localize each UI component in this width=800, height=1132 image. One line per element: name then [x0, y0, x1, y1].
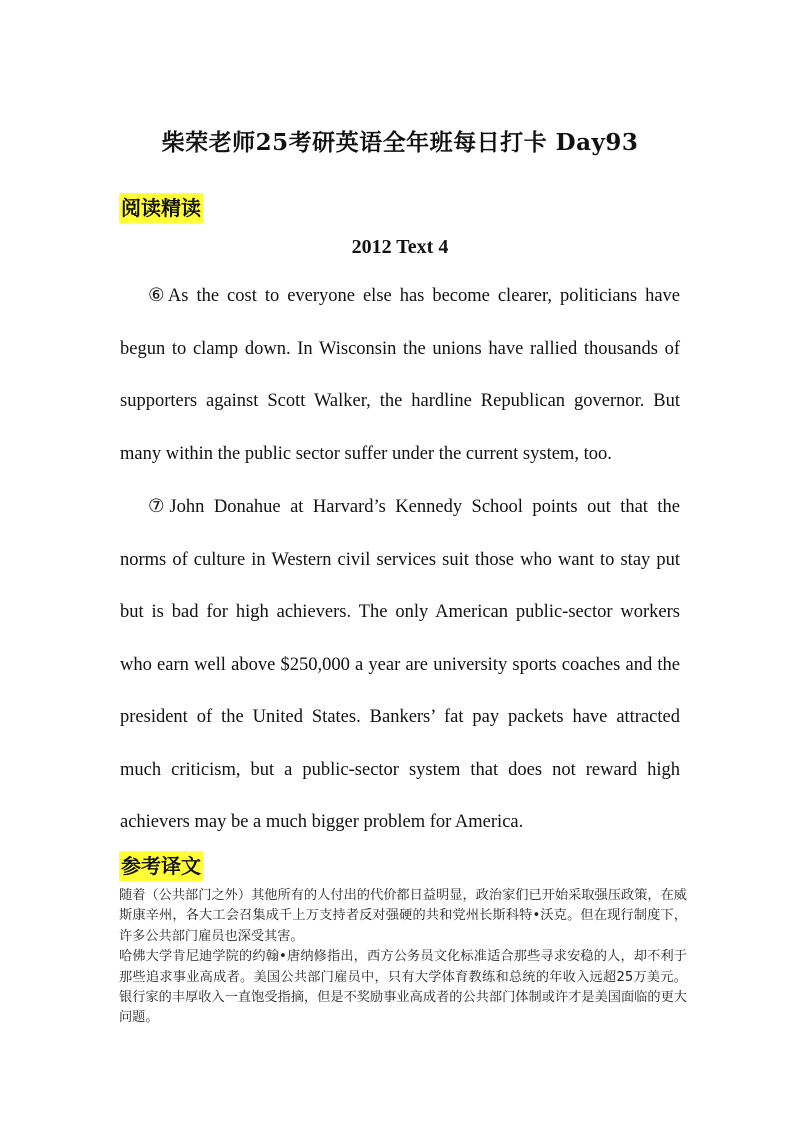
text-title: 2012 Text 4	[351, 236, 449, 258]
translation-paragraph-2: 哈佛大学肯尼迪学院的约翰•唐纳修指出，西方公务员文化标准适合那些寻求安稳的人，却不利于那些追求事业高成者。美国公共部门雇员中，只有大学体育教练和总统的年收入远超25万美元。银行家的丰厚收入一直饱受指摘，但是不奖励事业高成者的公共部门体制或许才是美国面临的更大问题。	[119, 949, 687, 1026]
english-paragraph-6: ⑥As the cost to everyone else has become clearer, politicians have begun to clamp down. In Wisconsin the unions have rallied thousands of supporters against Scott Walker, the hardline Republican governor. But many within the public sector suffer under the current system, too.	[120, 286, 680, 464]
page-title: 柴荣老师25考研英语全年班每日打卡 Day93	[161, 129, 639, 156]
reading-section-label: 阅读精读	[119, 193, 203, 223]
translation-paragraph-1: 随着（公共部门之外）其他所有的人付出的代价都日益明显，政治家们已开始采取强压政策，在威斯康辛州，各大工会召集成千上万支持者反对强硬的共和党州长斯科特•沃克。但在现行制度下，许多公共部门雇员也深受其害。	[119, 888, 687, 944]
english-paragraph-7: ⑦John Donahue at Harvard’s Kennedy School points out that the norms of culture in Western civil services suit those who want to stay put but is bad for high achievers. The only American public-sector workers who earn well above $250,000 a year are university sports coaches and the president of the United States. Bankers’ fat pay packets have attracted much criticism, but a public-sector system that does not reward high achievers may be a much bigger problem for America.	[120, 497, 680, 832]
translation-section-label: 参考译文	[119, 851, 203, 881]
translation-text	[119, 886, 687, 1029]
